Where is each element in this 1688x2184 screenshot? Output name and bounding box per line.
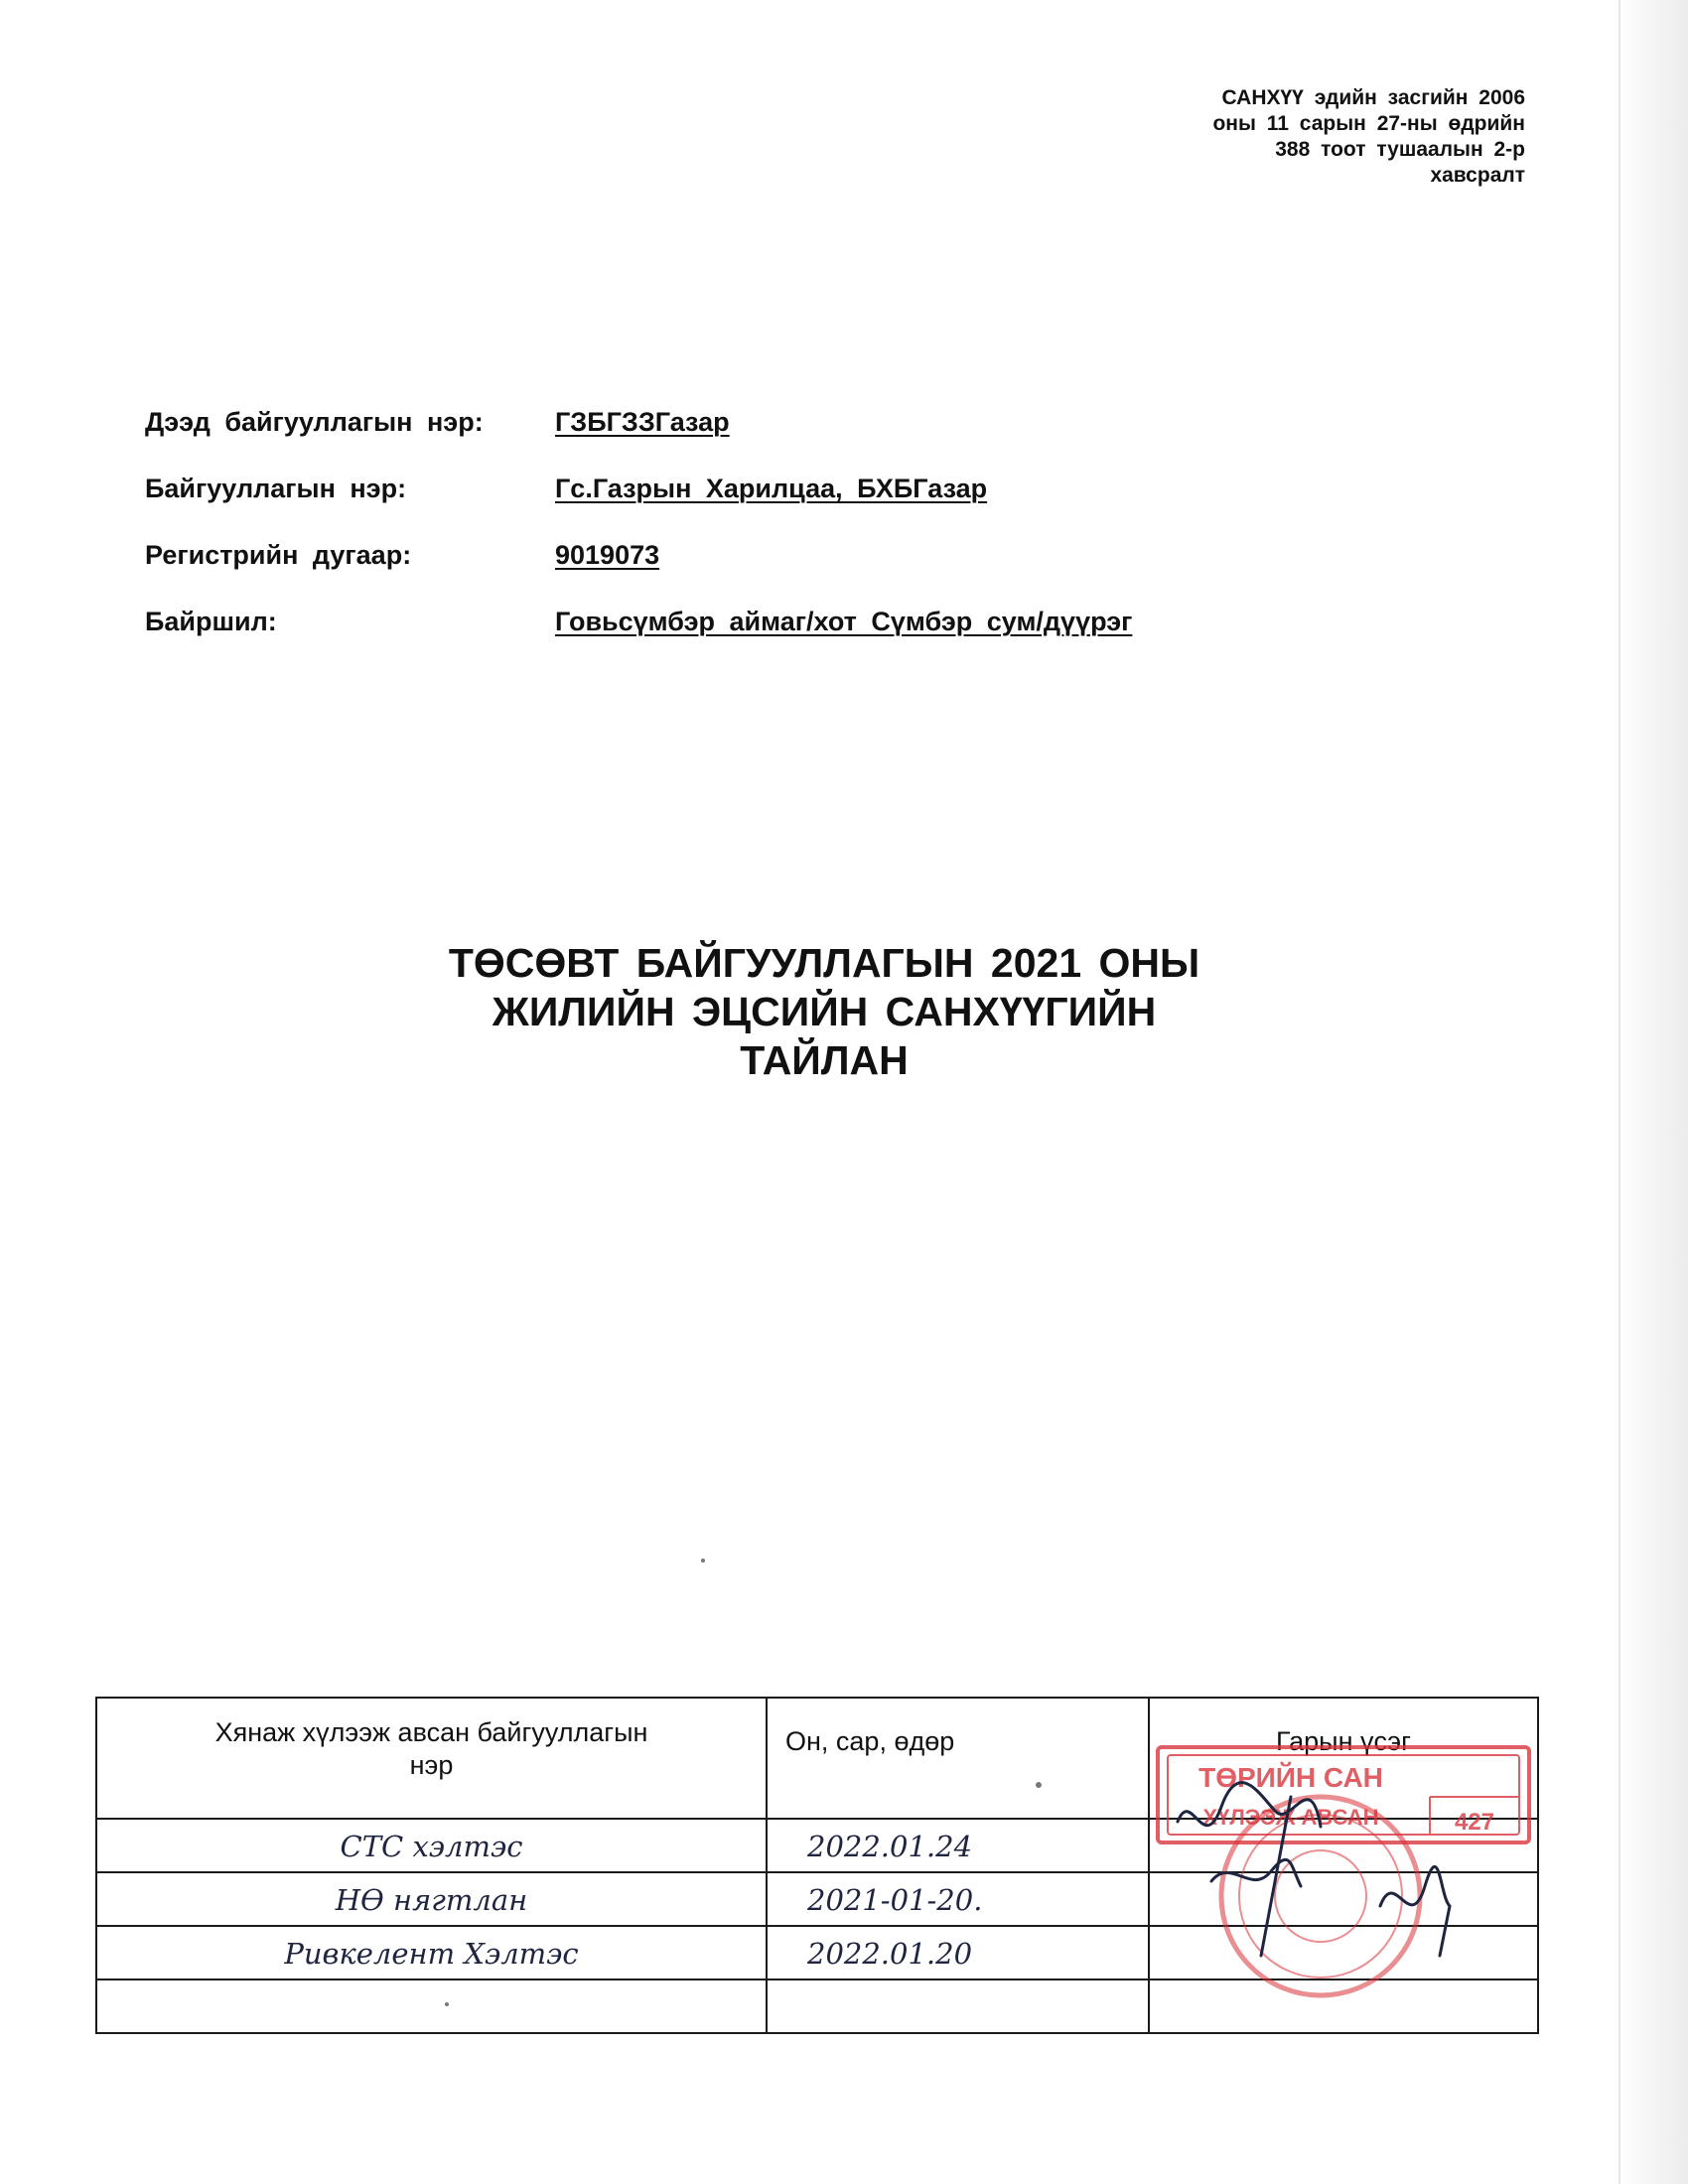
org-name-header-line1: Хянаж хүлээж авсан байгууллагын [214,1717,648,1747]
org-name-header-line2: нэр [409,1750,454,1780]
date-header: Он, сар, өдөр [767,1698,1149,1819]
registration-label: Регистрийн дугаар: [145,540,412,570]
registration-value: 9019073 [555,540,660,570]
attachment-note-line: САНХҮҮ эдийн засгийн 2006 [1221,86,1525,109]
signature-cell [1149,1872,1538,1926]
report-title-line: ТАЙЛАН [740,1037,909,1083]
handwritten-date [768,1980,1148,1990]
handwritten-org: Ривкелент Хэлтэс [284,1937,579,1971]
org-name-cell [96,1926,767,1979]
signature-cell [1149,1926,1538,1979]
scan-speck [1036,1782,1042,1788]
parent-org-label: Дээд байгууллагын нэр: [145,407,484,437]
stamp-text-line1: ТӨРИЙН САН [1198,1762,1383,1793]
table-row [96,1819,1538,1872]
attachment-note [969,85,1525,189]
table-row [96,1926,1538,1979]
review-table-header [96,1698,1538,1819]
handwritten-date: 2022.01.24 [807,1830,973,1863]
scan-speck [445,2002,449,2006]
report-title-line: ЖИЛИЙН ЭЦСИЙН САНХҮҮГИЙН [492,989,1157,1034]
handwritten-date: 2022.01.20 [807,1937,973,1971]
org-name-cell [96,1872,767,1926]
signature-cell [1149,1819,1538,1872]
table-row [96,1872,1538,1926]
table-row [96,1979,1538,2033]
org-name-cell [96,1979,767,2033]
date-cell [767,1926,1149,1979]
org-name-cell [96,1819,767,1872]
org-name-value: Гс.Газрын Харилцаа, БХБГазар [555,474,988,503]
attachment-note-line: хавсралт [1430,164,1525,187]
location-value: Говьсүмбэр аймаг/хот Сүмбэр сум/дүүрэг [555,607,1133,636]
date-cell [767,1872,1149,1926]
date-cell [767,1819,1149,1872]
handwritten-org: СТС хэлтэс [340,1830,523,1863]
report-title-line: ТӨСӨВТ БАЙГУУЛЛАГЫН 2021 ОНЫ [448,940,1200,986]
org-name-header [96,1698,767,1819]
handwritten-org: НӨ нягтлан [335,1883,528,1917]
scan-edge-line [1618,0,1620,2184]
handwritten-date: 2021-01-20. [807,1883,983,1917]
stamp-text-line2: ХҮЛЭЭЖ АВСАН [1202,1805,1379,1830]
handwritten-org [97,1980,766,1990]
location-label: Байршил: [145,607,277,636]
parent-org-value: ГЗБГЗЗГазар [555,407,730,437]
date-cell [767,1979,1149,2033]
scan-speck [701,1559,705,1563]
signature-cell [1149,1979,1538,2033]
attachment-note-line: 388 тоот тушаалын 2-р [1275,138,1525,161]
org-name-label: Байгууллагын нэр: [145,474,407,503]
attachment-note-line: оны 11 сарын 27-ны өдрийн [1212,112,1525,135]
review-table [95,1697,1539,2034]
signature-header: Гарын үсэг [1149,1698,1538,1819]
report-title [298,939,1350,1085]
scan-edge-shadow [1618,0,1688,2184]
stamp-number: 427 [1454,1809,1495,1836]
